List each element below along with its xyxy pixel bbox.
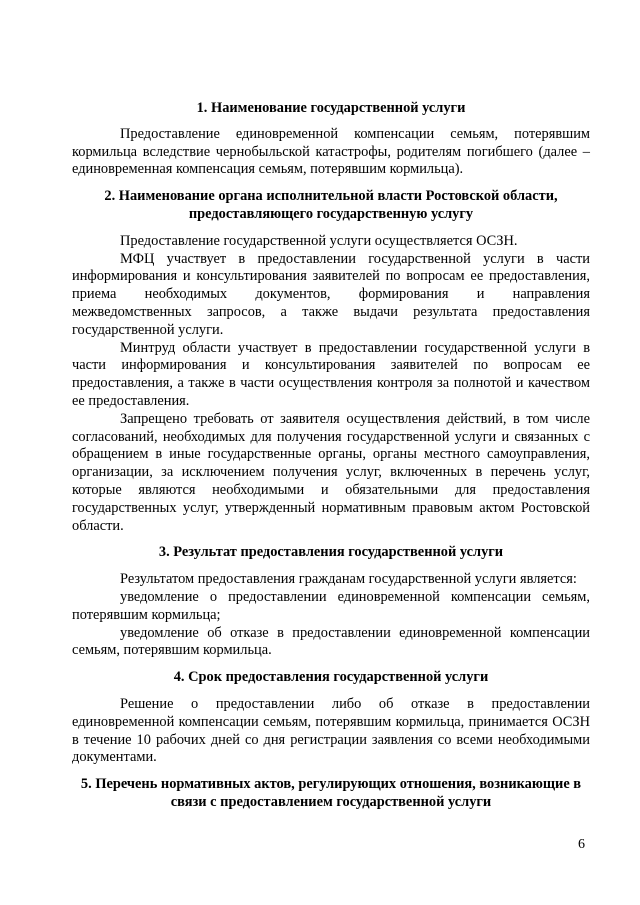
section-2-heading: 2. Наименование органа исполнительной власти Ростовской области, предоставляющего государственную услугу [104, 188, 558, 222]
section-1-heading: 1. Наименование государственной услуги [196, 100, 466, 116]
section-3-heading: 3. Результат предоставления государственной услуги [158, 544, 504, 561]
section-2 [72, 188, 590, 535]
section-3-paragraph-2: уведомление о предоставлении единовременной компенсации семьям, потерявшим кормильца; [72, 588, 590, 623]
section-2-paragraph-2: МФЦ участвует в предоставлении государственной услуги в части информирования и консультирования заявителей по вопросам ее предоставления, приема необходимых документов, формирования и направления межведомственных запросов, а также выдачи результата предоставления государственной услуги. [72, 250, 590, 338]
section-1 [72, 100, 590, 179]
section-5 [72, 776, 590, 812]
section-4 [72, 669, 590, 767]
document-page [72, 100, 590, 821]
section-4-heading: 4. Срок предоставления государственной услуги [173, 669, 489, 686]
section-3 [72, 544, 590, 660]
section-2-paragraph-1: Предоставление государственной услуги осуществляется ОСЗН. [120, 232, 518, 249]
section-4-paragraph-1: Решение о предоставлении либо об отказе в предоставлении единовременной компенсации семьям, потерявшим кормильца, принимается ОСЗН в течение 10 рабочих дней со дня регистрации заявления со всеми необходимыми документами. [72, 695, 590, 766]
section-3-paragraph-3: уведомление об отказе в предоставлении единовременной компенсации семьям, потерявшим кормильца. [72, 624, 590, 659]
section-3-paragraph-1: Результатом предоставления гражданам государственной услуги является: [120, 571, 577, 588]
section-2-paragraph-4: Запрещено требовать от заявителя осуществления действий, в том числе согласований, необходимых для получения государственной услуги и связанных с обращением в иные государственные органы, органы местного самоуправления, организации, за исключением получения услуг, включенных в перечень услуг, которые являются необходимыми и обязательными для предоставления государственных услуг, утвержденный нормативным правовым актом Ростовской области. [72, 410, 590, 534]
page-number: 6 [578, 837, 585, 852]
section-1-paragraph-1: Предоставление единовременной компенсации семьям, потерявшим кормильца вследствие чернобыльской катастрофы, родителям погибшего (далее – единовременная компенсация семьям, потерявшим кормильца). [72, 125, 590, 178]
section-2-paragraph-3: Минтруд области участвует в предоставлении государственной услуги в части информирования и консультирования заявителей по вопросам ее предоставления, а также в части осуществления контроля за полнотой и качеством ее предоставления. [72, 339, 590, 409]
section-5-heading: 5. Перечень нормативных актов, регулирующих отношения, возникающие в связи с предоставлением государственной услуги [80, 776, 582, 810]
